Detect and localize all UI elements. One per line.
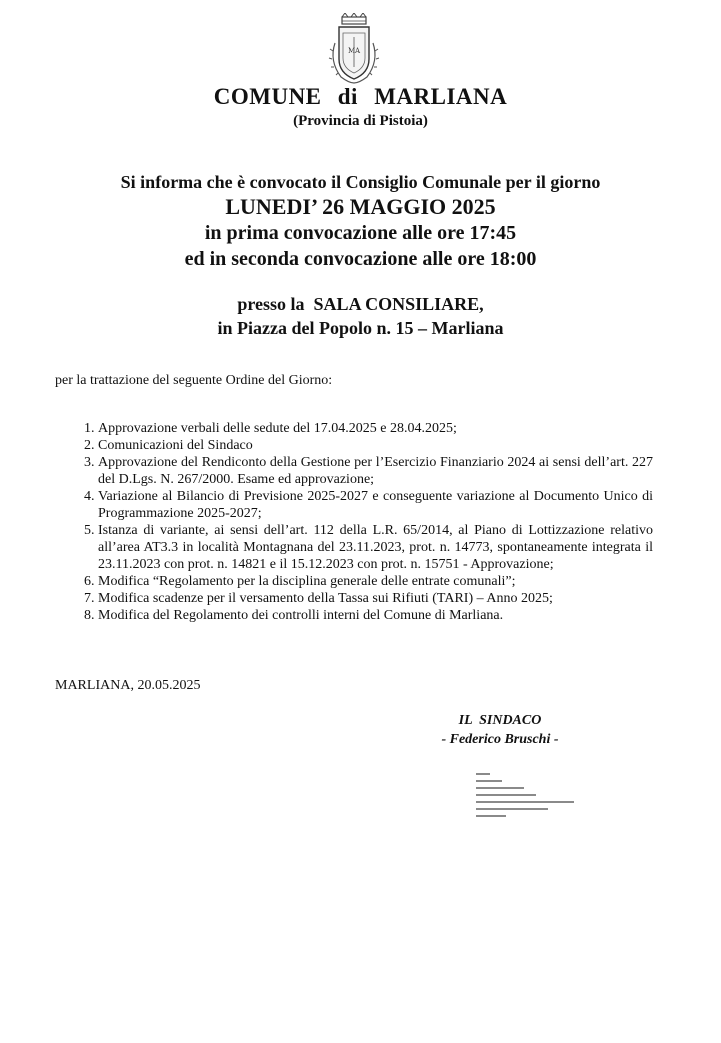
municipal-crest-icon — [325, 13, 383, 89]
meeting-date: LUNEDI’ 26 MAGGIO 2025 — [225, 194, 496, 219]
convocation-notice — [0, 170, 721, 272]
svg-text:A: A — [355, 47, 361, 55]
signature-block — [400, 711, 600, 749]
second-call-time: ed in seconda convocazione alle ore 18:00 — [184, 248, 537, 270]
agenda-item: 6. Modifica “Regolamento per la disciplina generale delle entrate comunali”; — [98, 573, 653, 590]
digital-signature-stamp — [476, 773, 616, 833]
agenda-item: 4. Variazione al Bilancio di Previsione 2025-2027 e conseguente variazione al Documento Unico di Programmazione 2025-2027; — [98, 488, 653, 522]
meeting-venue — [0, 292, 721, 340]
municipality-title: COMUNE di MARLIANA — [213, 84, 508, 109]
signatory-role: IL SINDACO — [458, 713, 542, 728]
venue-address: in Piazza del Popolo n. 15 – Marliana — [217, 318, 504, 338]
place-and-date: MARLIANA, 20.05.2025 — [55, 678, 201, 693]
agenda-item: 2. Comunicazioni del Sindaco — [98, 437, 653, 454]
venue-hall: presso la SALA CONSILIARE, — [237, 294, 484, 314]
province-subtitle: (Provincia di Pistoia) — [293, 113, 428, 129]
agenda-item: 5. Istanza di variante, ai sensi dell’art. 112 della L.R. 65/2014, al Piano di Lottizzazione relativo all’area AT3.3 in località Montagnana del 23.11.2023, prot. n. 14773, spontaneamente integrata il 23.11.2023 con prot. n. 14821 e il 15.12.2023 con prot. n. 15751 - Approvazione; — [98, 522, 653, 573]
agenda-list — [55, 420, 653, 624]
first-call-time: in prima convocazione alle ore 17:45 — [204, 222, 517, 244]
agenda-item: 1. Approvazione verbali delle sedute del 17.04.2025 e 28.04.2025; — [98, 420, 653, 437]
agenda-item: 7. Modifica scadenze per il versamento della Tassa sui Rifiuti (TARI) – Anno 2025; — [98, 590, 653, 607]
svg-text:M: M — [348, 47, 356, 55]
agenda-intro: per la trattazione del seguente Ordine del Giorno: — [55, 373, 333, 388]
agenda-item: 3. Approvazione del Rendiconto della Gestione per l’Esercizio Finanziario 2024 ai sensi dell’art. 227 del D.Lgs. N. 267/2000. Esame ed approvazione; — [98, 454, 653, 488]
signatory-name: - Federico Bruschi - — [441, 732, 559, 747]
agenda-item: 8. Modifica del Regolamento dei controlli interni del Comune di Marliana. — [98, 607, 653, 624]
notice-intro-line: Si informa che è convocato il Consiglio Comunale per il giorno — [120, 172, 601, 192]
